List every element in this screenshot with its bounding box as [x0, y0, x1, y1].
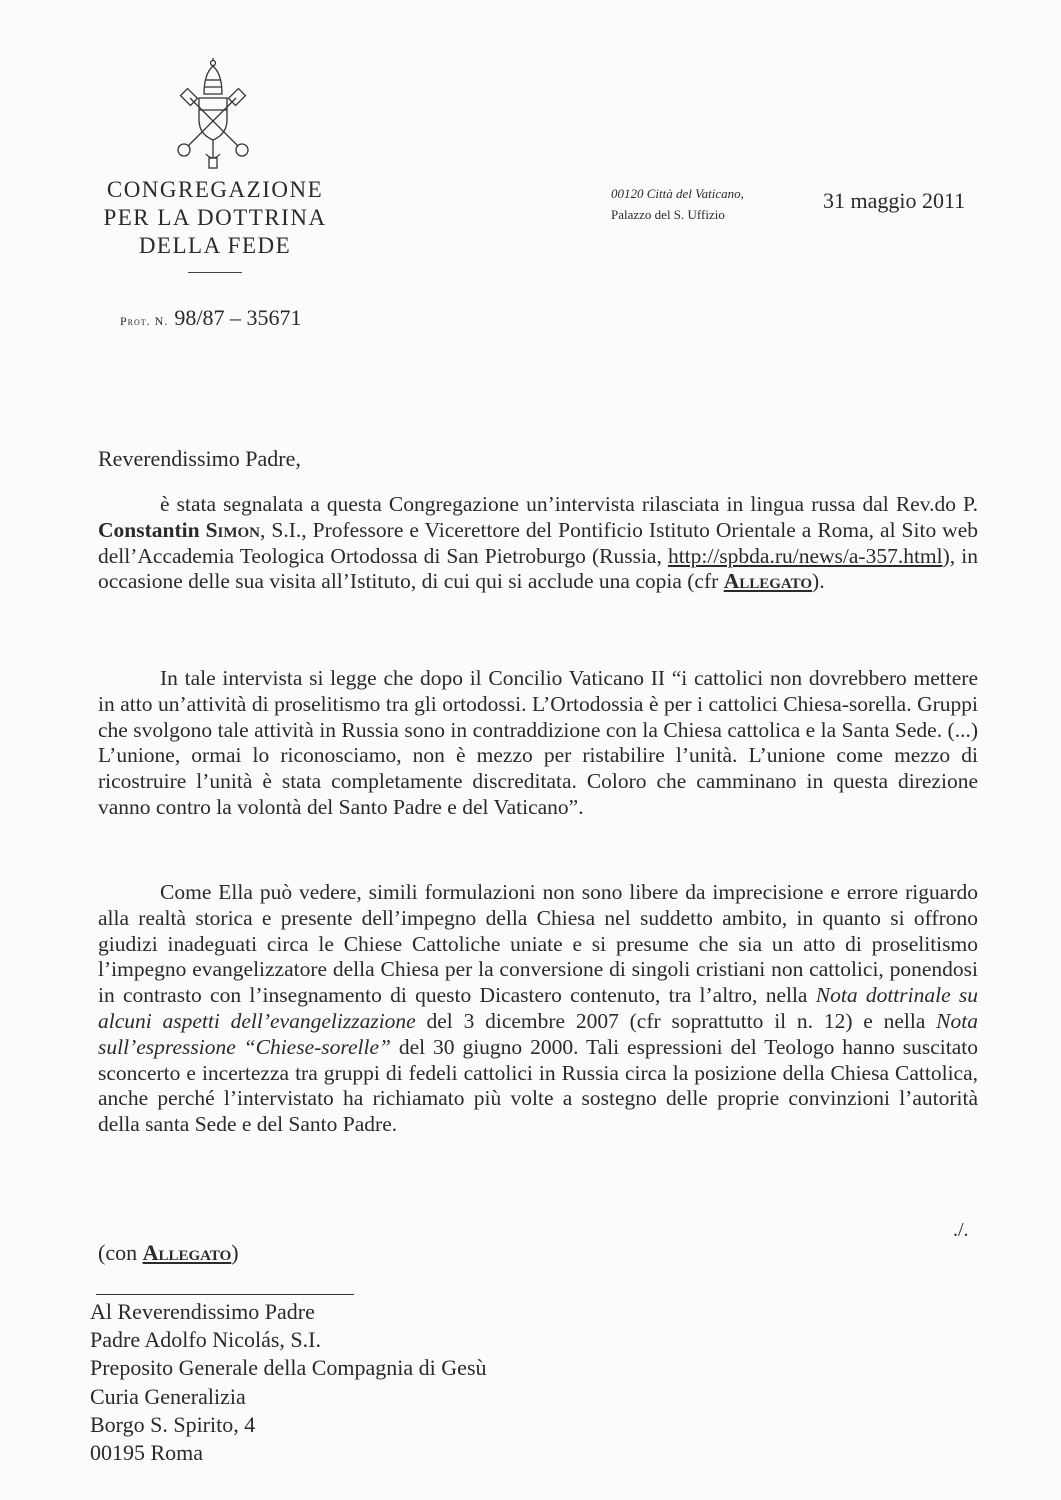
enclosure-note [98, 1240, 239, 1266]
recipient-line-3: Preposito Generale della Compagnia di Gesù [90, 1355, 487, 1381]
letterhead-line-3: DELLA FEDE [138, 233, 292, 258]
p1-text-2: , S.I., Professore e Vicerettore del Pontificio Istituto Orientale a Roma, al Sito web dell’Accademia Teologica Ortodossa di San Pietroburgo (Russia, [98, 517, 979, 568]
name-last: Simon [205, 517, 261, 542]
recipient-line-2: Padre Adolfo Nicolás, S.I. [90, 1327, 321, 1353]
recipient-line-1: Al Reverendissimo Padre [90, 1299, 315, 1324]
letter-date: 31 maggio 2011 [823, 188, 966, 213]
letterhead-line-1: CONGREGAZIONE [106, 177, 324, 202]
body-paragraph-2 [98, 666, 978, 821]
p1-text-1: è stata segnalata a questa Congregazione un’intervista rilasciata in lingua russa dal Rev.do P. [160, 492, 978, 516]
recipient-line-5: Borgo S. Spirito, 4 [90, 1411, 256, 1437]
papal-coat-of-arms-icon [168, 58, 258, 170]
address-place: Palazzo del S. Uffizio [611, 207, 725, 222]
name-first: Constantin [98, 517, 200, 542]
body-paragraph-1 [98, 492, 978, 595]
allegato-reference: Allegato [723, 569, 813, 594]
p1-text-3: ), in occasione delle sua visita all’Istituto, di cui qui si acclude una copia (cfr [98, 543, 978, 594]
p3-text-1: Come Ella può vedere, simili formulazioni non sono libere da imprecisione e errore riguardo alla realtà storica e presente dell’impegno della Chiesa nel suddetto ambito, in quanto si offrono giudizi inadeguati circa le Chiese Cattoliche uniate e si presume che sia un atto di proselitismo l’impegno evangelizzatore della Chiesa per la conversione di singoli cristiani non cattolici, ponendosi in contrasto con l’insegnamento di questo Dicastero contenuto, tra l’altro, nella [98, 880, 978, 1008]
recipient-divider [96, 1294, 354, 1295]
enclosure-allegato: Allegato [142, 1240, 232, 1265]
body-paragraph-3 [98, 880, 978, 1138]
continuation-mark: ./. [953, 1219, 969, 1241]
enclosure-open: (con [98, 1240, 143, 1265]
letterhead-congregation-name [90, 176, 340, 260]
p3-text-3: del 30 giugno 2000. Tali espressioni del Teologo hanno suscitato sconcerto e incertezza tra gruppi di fedeli cattolici in Russia circa la posizione della Chiesa Cattolica, anche perché l’intervistato ha richiamato più volte a sostegno delle proprie convinzioni l’autorità della santa Sede e del Santo Padre. [98, 1034, 978, 1137]
letterhead-divider [188, 272, 242, 273]
interview-link[interactable]: http://spbda.ru/news/a-357.html [667, 543, 943, 568]
nota-dottrinale-title: Nota dottrinale su alcuni aspetti dell’evangelizzazione [98, 983, 979, 1033]
p1-text-4: ). [812, 569, 825, 594]
protocol-label: Prot. N. [120, 314, 169, 328]
p2-text: In tale intervista si legge che dopo il Concilio Vaticano II “i cattolici non dovrebbero mettere in atto un’attività di proselitismo tra gli ortodossi. L’Ortodossia è per i cattolici Chiesa-sorella. Gruppi che svolgono tale attività in Russia sono in contraddizione con la Chiesa cattolica e la Santa Sede. (...) L’unione, ormai lo riconosciamo, non è mezzo per ristabilire l’unità. L’unione come mezzo di ricostruire l’unità è stata completamente discreditata. Coloro che camminano in questa direzione vanno contro la volontà del Santo Padre e del Vaticano”. [98, 666, 978, 819]
recipient-line-6: 00195 Roma [90, 1440, 204, 1466]
salutation: Reverendissimo Padre, [98, 446, 301, 471]
nota-chiese-sorelle-title: Nota sull’espressione “Chiese-sorelle” [98, 1008, 978, 1059]
letterhead-line-2: PER LA DOTTRINA [103, 205, 327, 230]
address-city: 00120 Città del Vaticano, [611, 186, 744, 201]
recipient-address [90, 1298, 487, 1467]
protocol-value: 98/87 – 35671 [174, 305, 302, 330]
protocol-number [120, 305, 301, 331]
p3-text-2: del 3 dicembre 2007 (cfr soprattutto il n. 12) e nella [415, 1008, 937, 1033]
letterhead-address [611, 183, 744, 225]
recipient-line-4: Curia Generalizia [90, 1383, 246, 1409]
enclosure-close: ) [231, 1240, 239, 1265]
